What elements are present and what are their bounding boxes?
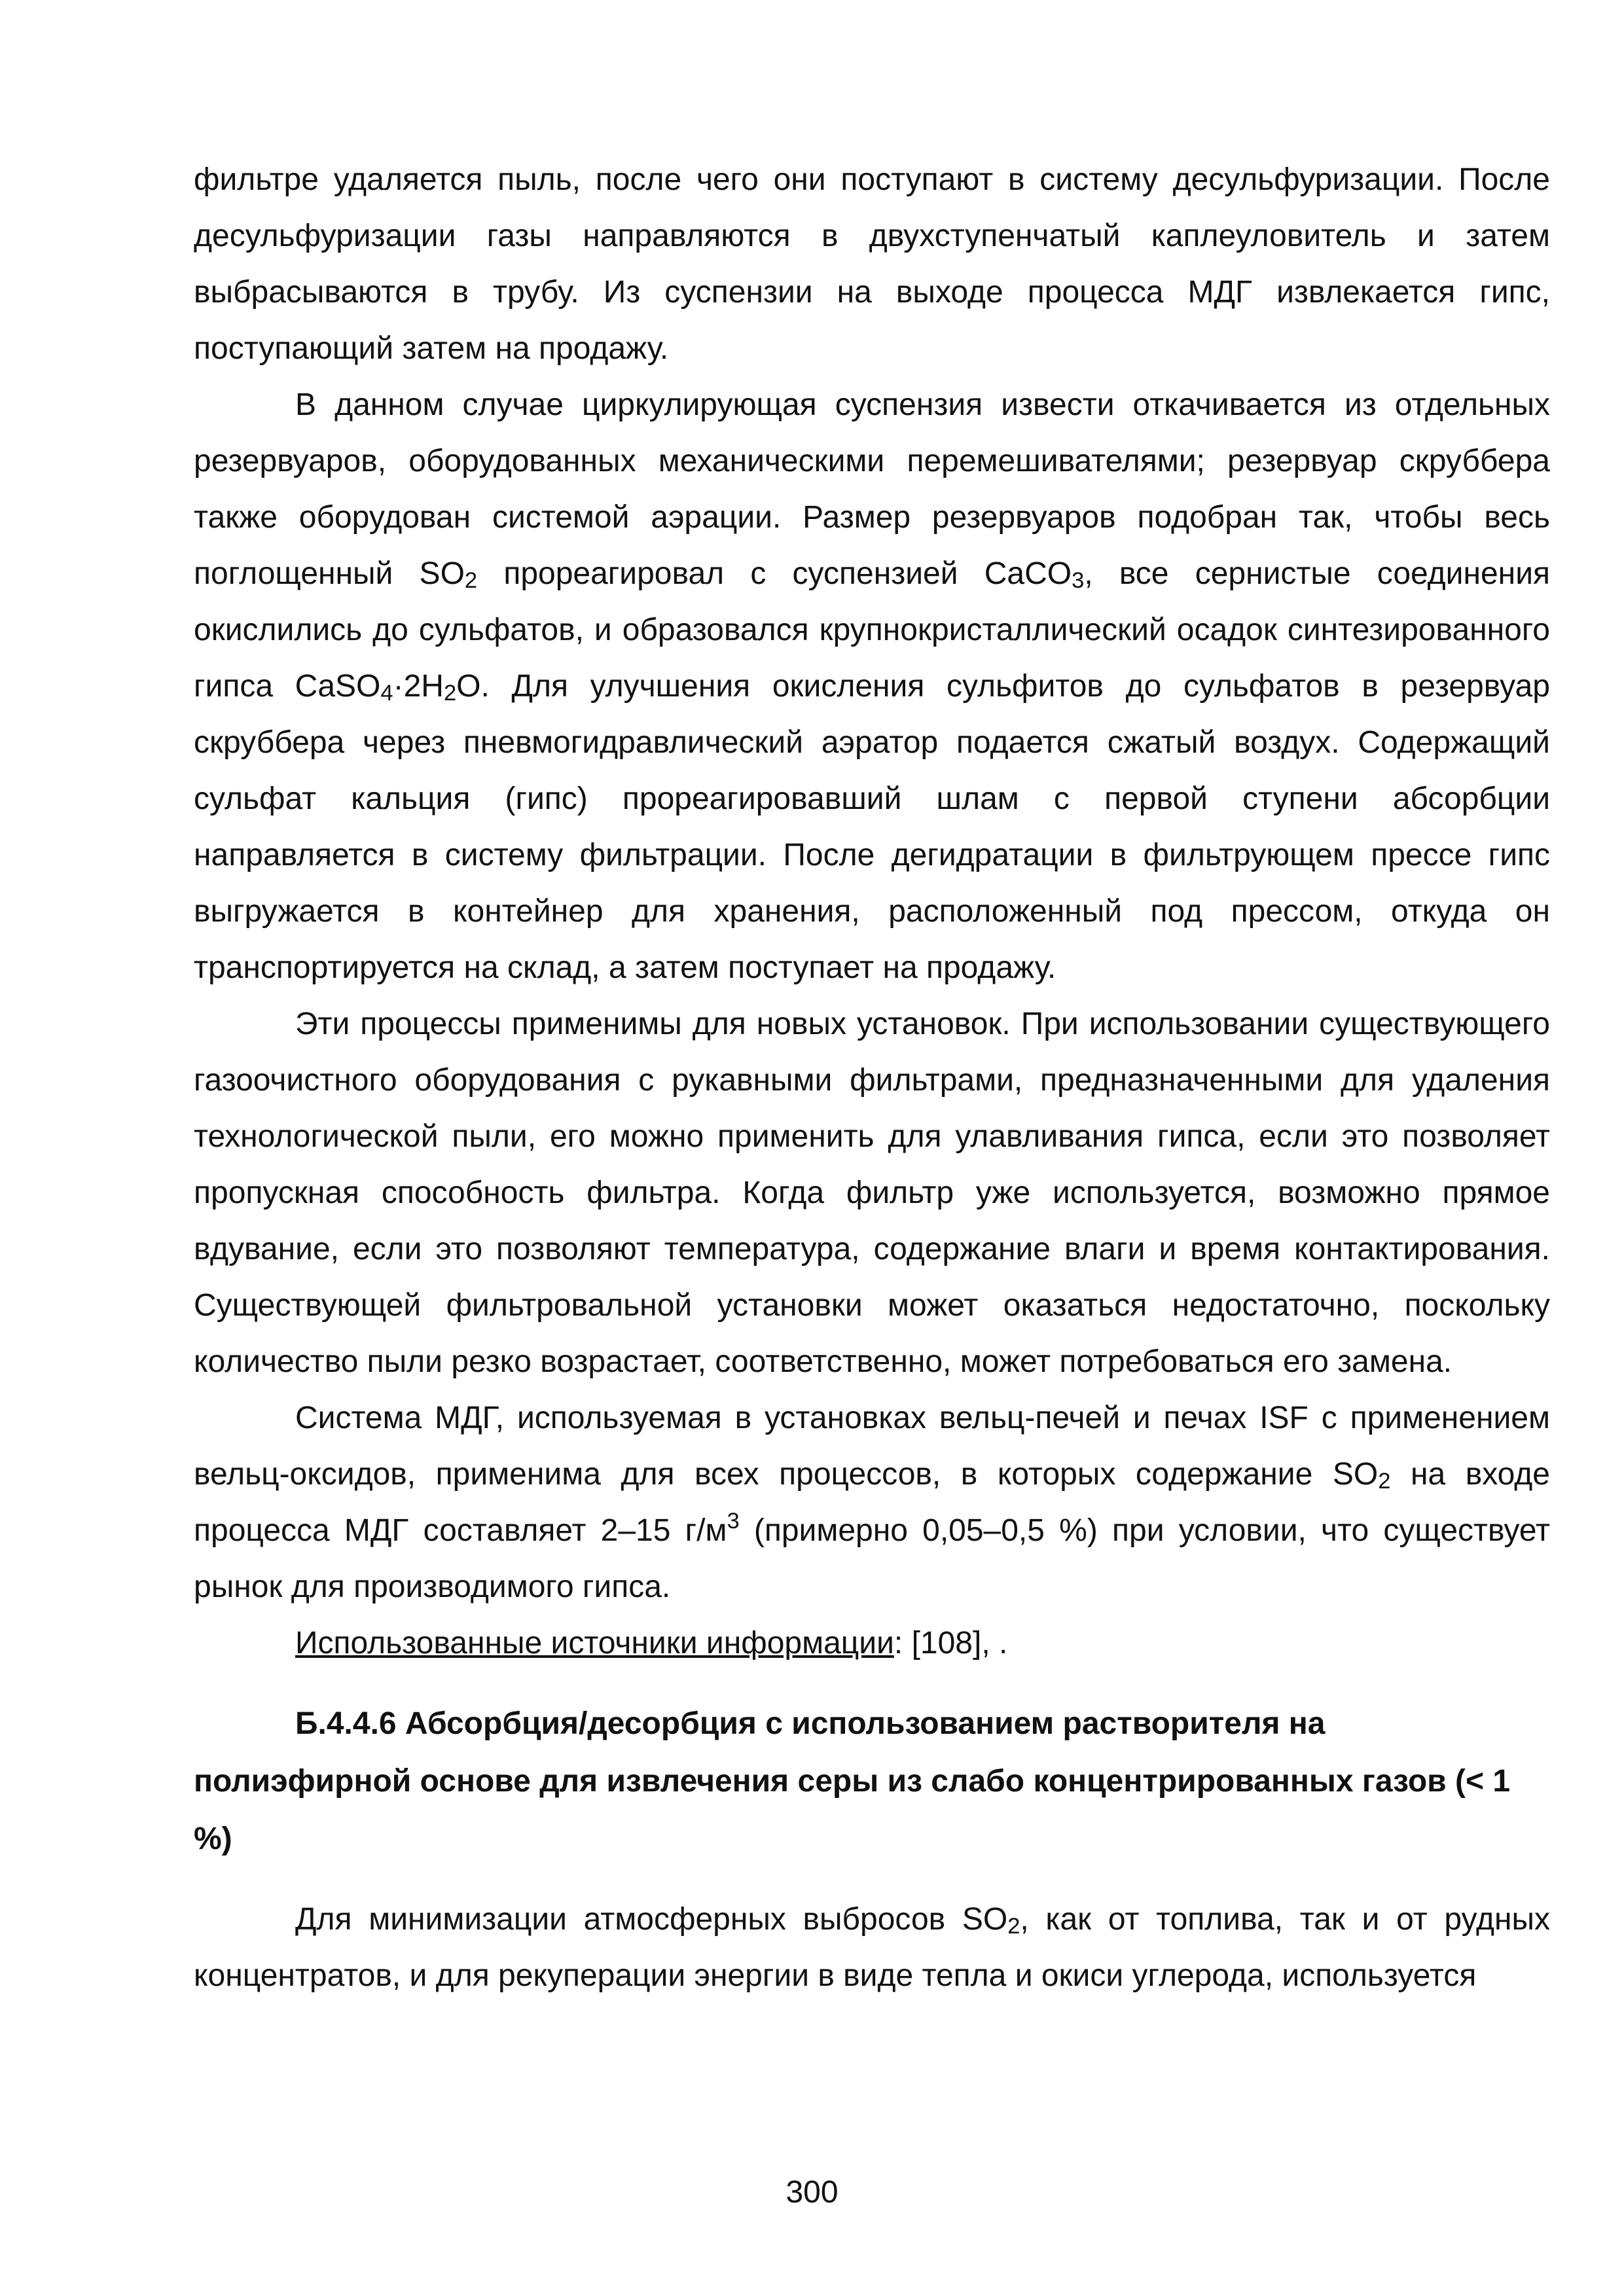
text-run: O. Для улучшения окисления сульфитов до сульфатов в резервуар скруббера через пневмогидравлический аэратор подается сжатый воздух. Содержащий сульфат кальция (гипс) прореагировавший шлам с первой ступени абсорбции направляется в систему фильтрации. После дегидратации в фильтрующем прессе гипс выгружается в контейнер для хранения, расположенный под прессом, откуда он транспортируется на склад, а затем поступает на продажу. — [194, 669, 1550, 985]
text-run: на входе процесса МДГ составляет 2–15 г/м — [194, 1457, 1551, 1548]
text-run: прореагировал с суспензией CaCO — [477, 556, 1072, 591]
paragraph-desulfurization-flow: фильтре удаляется пыль, после чего они поступают в систему десульфуризации. После десульфуризации газы направляются в двухступенчатый каплеуловитель и затем выбрасываются в трубу. Из суспензии на выходе процесса МДГ извлекается гипс, поступающий затем на продажу. — [194, 162, 1550, 366]
paragraph-so2-minimization — [194, 1892, 1550, 2004]
text-run: Система МДГ, используемая в установках вельц-печей и печах ISF с применением вельц-оксидов, применима для всех процессов, в которых содержание SO — [194, 1401, 1550, 1492]
text-run: (примерно 0,05–0,5 %) при условии, что существует рынок для производимого гипса. — [194, 1513, 1551, 1604]
paragraph-lime-suspension — [194, 377, 1550, 996]
text-run: В данном случае циркулирующая суспензия извести откачивается из отдельных резервуаров, оборудованных механическими перемешивателями; резервуар скруббера также оборудован системой аэрации. Размер резервуаров подобран так, чтобы весь поглощенный SO — [194, 387, 1550, 591]
sources-label: Использованные источники информации — [295, 1626, 894, 1660]
paragraph-mdg-system — [194, 1390, 1550, 1615]
text-run: Для минимизации атмосферных выбросов SO — [295, 1902, 1008, 1937]
paragraph-applicability-new-installations: Эти процессы применимы для новых установок. При использовании существующего газоочистного оборудования с рукавными фильтрами, предназначенными для удаления технологической пыли, его можно применить для улавливания гипса, если это позволяет пропускная способность фильтра. Когда фильтр уже используется, возможно прямое вдувание, если это позволяют температура, содержание влаги и время контактирования. Существующей фильтровальной установки может оказаться недостаточно, поскольку количество пыли резко возрастает, соответственно, может потребоваться его замена. — [194, 1007, 1550, 1379]
subscript: 2 — [443, 681, 457, 706]
subscript: 2 — [1378, 1469, 1391, 1494]
subscript: 2 — [464, 568, 478, 594]
sources-refs: : [108], . — [893, 1626, 1008, 1660]
sources-line — [194, 1615, 1550, 1672]
text-run: ·2H — [393, 669, 444, 704]
subscript: 3 — [1072, 568, 1085, 594]
subscript: 2 — [1007, 1914, 1020, 1939]
text-run: , как от топлива, так и от рудных концентратов, и для рекуперации энергии в виде тепла и окиси углерода, используется — [194, 1902, 1550, 1993]
document-page — [194, 152, 1550, 2004]
text-run: , все сернистые соединения окислились до сульфатов, и образовался крупнокристаллический осадок синтезированного гипса CaSO — [194, 556, 1550, 704]
superscript: 3 — [727, 1509, 740, 1534]
section-heading: Б.4.4.6 Абсорбция/десорбция с использованием растворителя на полиэфирной основе для извлечения серы из слабо концентрированных газов (< 1 %) — [194, 1706, 1511, 1856]
page-number: 300 — [785, 2175, 839, 2210]
subscript: 4 — [380, 681, 393, 706]
